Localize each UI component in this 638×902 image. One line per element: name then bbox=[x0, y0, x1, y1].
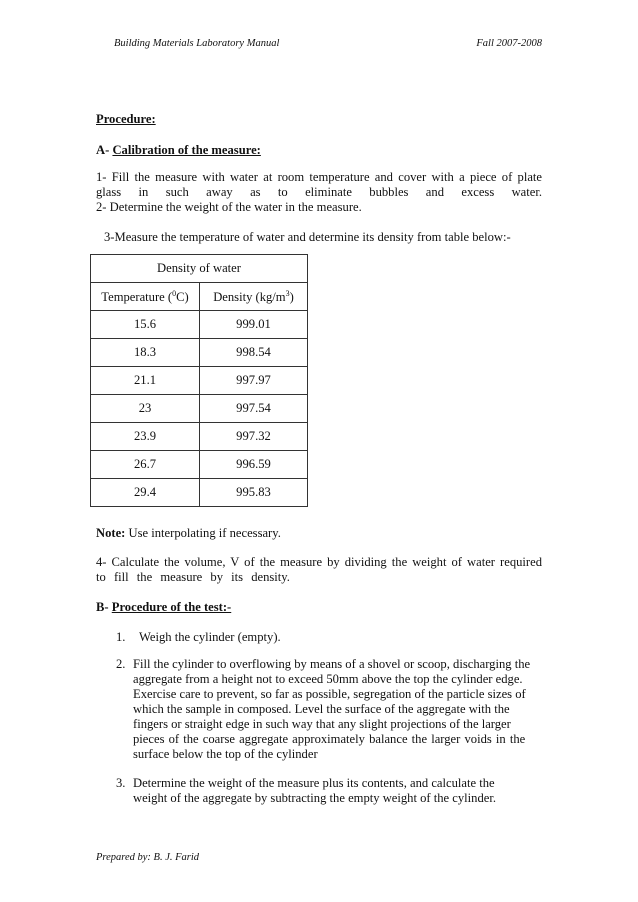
test-step-2-number: 2. bbox=[116, 657, 126, 671]
density-cell: 998.54 bbox=[200, 339, 308, 367]
section-a-heading: A- Calibration of the measure: bbox=[96, 143, 261, 157]
density-cell: 997.54 bbox=[200, 395, 308, 423]
table-row bbox=[91, 395, 308, 423]
temp-cell: 23.9 bbox=[91, 423, 200, 451]
table-title: Density of water bbox=[91, 255, 308, 283]
temp-cell: 29.4 bbox=[91, 479, 200, 507]
step-3: 3-Measure the temperature of water and determine its density from table below:- bbox=[104, 230, 511, 244]
density-cell: 997.32 bbox=[200, 423, 308, 451]
col-density-header: Density $(kg/m^3)$ bbox=[200, 283, 308, 311]
header-left: Building Materials Laboratory Manual bbox=[114, 38, 280, 49]
step-4 bbox=[96, 555, 542, 585]
temp-cell: 18.3 bbox=[91, 339, 200, 367]
table-row bbox=[91, 339, 308, 367]
test-step-1-number: 1. bbox=[116, 630, 126, 644]
step-2: 2- Determine the weight of the water in the measure. bbox=[96, 200, 362, 214]
step-1 bbox=[96, 170, 542, 215]
note-text: Use interpolating if necessary. bbox=[125, 526, 281, 540]
test-step-1: Weigh the cylinder (empty). bbox=[139, 630, 281, 644]
section-b-heading: B- Procedure of the test:- bbox=[96, 600, 232, 614]
temp-cell: 26.7 bbox=[91, 451, 200, 479]
test-step-2: Fill the cylinder to overflowing by means of a shovel or scoop, discharging the aggregate from a height not to exceed 50mm above the top the cylinder edge. Exercise care to prevent, so far as possible, segregation of the particle sizes of which the sample in composed. Level the surface of the aggregate with the fingers or straight edge in such way that any slight projections of the larger pieces of the coarse aggregate approximately balance the larger voids in the surface below the top of the cylinder bbox=[133, 657, 531, 761]
step-4-line-1: 4- Calculate the volume, V of the measure by dividing the weight of water required bbox=[96, 555, 542, 569]
step-4-line-2: to fill the measure by its density. bbox=[96, 570, 290, 584]
density-table bbox=[90, 254, 308, 507]
procedure-title: Procedure: bbox=[96, 112, 156, 126]
step-1-line-2: glass in such away as to eliminate bubbles and excess water. bbox=[96, 185, 542, 199]
test-step-3-number: 3. bbox=[116, 776, 126, 790]
col-temperature-header: Temperature ($^0$C) bbox=[91, 283, 200, 311]
density-cell: 996.59 bbox=[200, 451, 308, 479]
table-row bbox=[91, 451, 308, 479]
temp-cell: 15.6 bbox=[91, 311, 200, 339]
temp-cell: 21.1 bbox=[91, 367, 200, 395]
table-row bbox=[91, 367, 308, 395]
note bbox=[96, 526, 542, 541]
density-cell: 999.01 bbox=[200, 311, 308, 339]
header-right: Fall 2007-2008 bbox=[476, 38, 542, 49]
table-row bbox=[91, 479, 308, 507]
temp-cell: 23 bbox=[91, 395, 200, 423]
density-cell: 997.97 bbox=[200, 367, 308, 395]
table-row bbox=[91, 311, 308, 339]
note-label: Note: bbox=[96, 526, 126, 540]
density-cell: 995.83 bbox=[200, 479, 308, 507]
test-step-3: Determine the weight of the measure plus its contents, and calculate the weight of the aggregate by subtracting the empty weight of the cylinder. bbox=[133, 776, 497, 805]
table-row bbox=[91, 423, 308, 451]
footer: Prepared by: B. J. Farid bbox=[96, 852, 200, 863]
step-1-line-1: 1- Fill the measure with water at room temperature and cover with a piece of plate bbox=[96, 170, 542, 184]
